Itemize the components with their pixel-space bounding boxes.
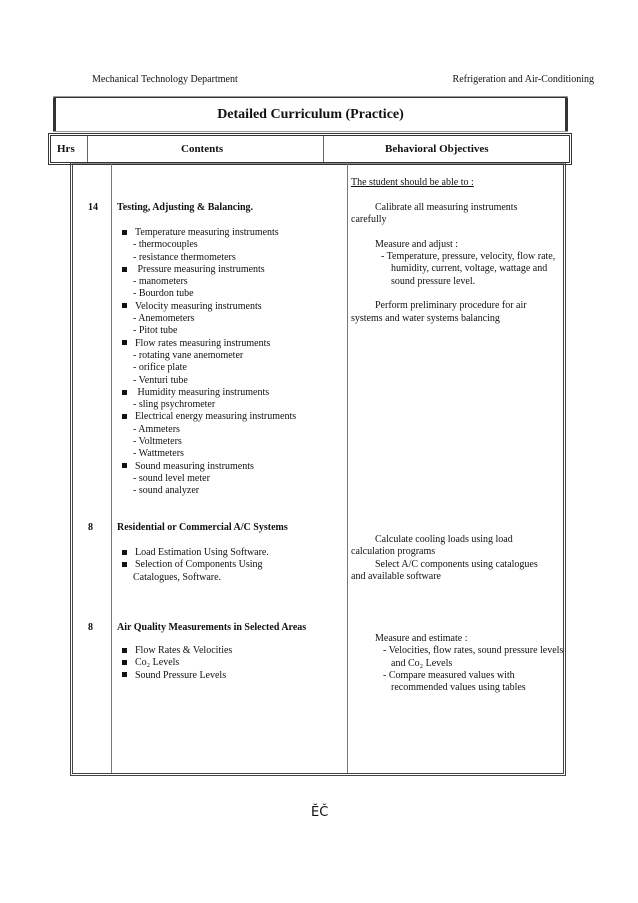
list-item: Humidity measuring instruments	[117, 387, 296, 399]
header-program: Refrigeration and Air-Conditioning	[452, 74, 594, 85]
column-header-contents: Contents	[181, 143, 224, 155]
objective-line: humidity, current, voltage, wattage and	[391, 263, 548, 275]
objectives-intro: The student should be able to :	[351, 177, 474, 188]
page-number: ĔČ	[311, 805, 329, 820]
section-2-contents	[117, 547, 269, 584]
section-2-hours: 8	[88, 522, 93, 533]
list-item: Co₂ Levels	[117, 657, 232, 669]
header-department: Mechanical Technology Department	[92, 74, 238, 85]
bullet-icon	[122, 267, 127, 272]
bullet-icon	[122, 303, 127, 308]
list-item: - Wattmeters	[133, 448, 184, 460]
objective-line: - Velocities, flow rates, sound pressure levels	[383, 645, 564, 657]
list-item: - rotating vane anemometer	[133, 349, 244, 361]
list-item: Catalogues, Software.	[133, 571, 222, 583]
objective-line: Calibrate all measuring instruments	[375, 202, 518, 213]
bullet-icon	[122, 660, 127, 665]
objective-line: - Compare measured values with	[383, 669, 515, 681]
objective-line: recommended values using tables	[391, 682, 526, 694]
objective-line: and available software	[351, 570, 441, 582]
list-item: Sound measuring instruments	[117, 461, 296, 473]
section-1-objectives	[351, 202, 555, 325]
list-item: Flow rates measuring instruments	[117, 338, 296, 350]
list-item: Velocity measuring instruments	[117, 301, 296, 313]
list-item: - sound level meter	[133, 472, 210, 484]
bullet-icon	[122, 550, 127, 555]
page-title: Detailed Curriculum (Practice)	[217, 107, 404, 122]
list-item: - orifice plate	[133, 362, 187, 374]
list-item: - Bourdon tube	[133, 288, 194, 300]
column-header-row	[48, 133, 572, 165]
objective-line: Calculate cooling loads using load	[375, 534, 513, 545]
section-2-heading: Residential or Commercial A/C Systems	[117, 522, 288, 533]
objective-line: carefully	[351, 214, 387, 226]
objective-line: and Co₂ Levels	[391, 657, 453, 669]
list-item: - Anemometers	[133, 313, 195, 325]
list-item: - thermocouples	[133, 239, 198, 251]
objective-line: calculation programs	[351, 546, 436, 558]
list-item: Electrical energy measuring instruments	[117, 411, 296, 423]
objective-line: Measure and estimate :	[375, 633, 468, 644]
list-item: - Venturi tube	[133, 374, 188, 386]
section-1-heading: Testing, Adjusting & Balancing.	[117, 202, 254, 213]
objective-line: Select A/C components using catalogues	[375, 558, 538, 570]
section-2-objectives	[351, 534, 538, 583]
bullet-icon	[122, 230, 127, 235]
list-item: - Pitot tube	[133, 325, 178, 337]
bullet-icon	[122, 340, 127, 345]
column-header-hrs: Hrs	[57, 143, 75, 155]
list-item: - Voltmeters	[133, 436, 182, 448]
bullet-icon	[122, 390, 127, 395]
bullet-icon	[122, 562, 127, 567]
list-item: - sound analyzer	[133, 485, 200, 497]
list-item: Selection of Components Using	[117, 559, 269, 571]
section-1-hours: 14	[88, 202, 98, 213]
section-3-heading: Air Quality Measurements in Selected Areas	[117, 622, 307, 633]
objective-line: Measure and adjust :	[375, 238, 459, 250]
list-item: Flow Rates & Velocities	[117, 645, 232, 657]
list-item: - sling psychrometer	[133, 399, 216, 411]
section-3-hours: 8	[88, 622, 93, 633]
list-item: Sound Pressure Levels	[117, 670, 232, 682]
bullet-icon	[122, 672, 127, 677]
section-3-contents	[117, 645, 232, 682]
objective-line: Perform preliminary procedure for air	[375, 300, 527, 312]
list-item: - Ammeters	[133, 423, 180, 435]
list-item: - manometers	[133, 276, 188, 288]
list-item: - resistance thermometers	[133, 251, 236, 263]
section-1-contents	[117, 227, 296, 498]
bullet-icon	[122, 414, 127, 419]
column-header-objectives: Behavioral Objectives	[385, 143, 489, 155]
list-item: Load Estimation Using Software.	[117, 547, 269, 559]
bullet-icon	[122, 463, 127, 468]
bullet-icon	[122, 648, 127, 653]
objective-line: sound pressure level.	[391, 275, 476, 287]
objective-line: systems and water systems balancing	[351, 312, 500, 324]
section-3-objectives	[351, 633, 563, 694]
objective-line: - Temperature, pressure, velocity, flow rate,	[381, 251, 556, 263]
list-item: Pressure measuring instruments	[117, 264, 296, 276]
title-box	[54, 97, 567, 131]
list-item: Temperature measuring instruments	[117, 227, 296, 239]
